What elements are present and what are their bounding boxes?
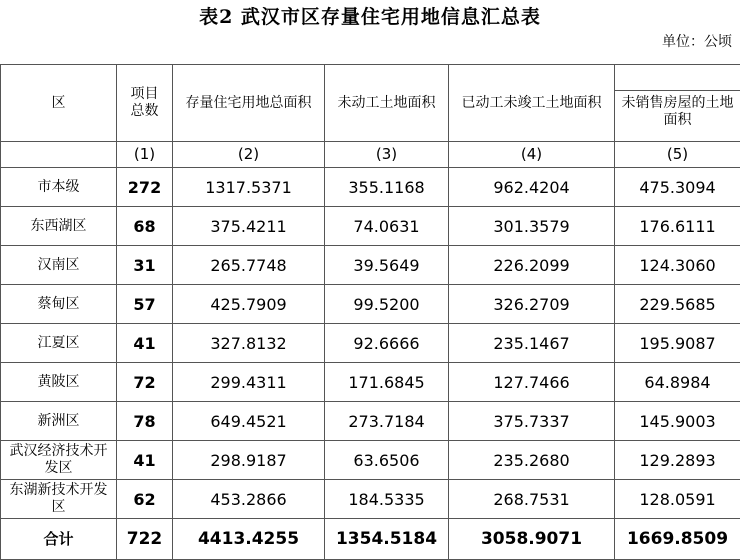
started-area-cell: 226.2099 (449, 246, 615, 285)
district-cell: 市本级 (1, 168, 117, 207)
land-info-table (0, 64, 740, 560)
started-area-cell: 235.2680 (449, 441, 615, 480)
district-cell: 汉南区 (1, 246, 117, 285)
column-number: (2) (173, 142, 325, 168)
header-district: 区 (1, 65, 117, 142)
column-number: (3) (325, 142, 449, 168)
unstarted-area-cell: 184.5335 (325, 480, 449, 519)
table-row (1, 285, 740, 324)
count-cell: 72 (117, 363, 173, 402)
district-cell: 武汉经济技术开发区 (1, 441, 117, 480)
count-cell: 68 (117, 207, 173, 246)
table-row (1, 363, 740, 402)
table-row (1, 402, 740, 441)
column-number: (5) (615, 142, 740, 168)
district-cell: 黄陂区 (1, 363, 117, 402)
district-cell: 蔡甸区 (1, 285, 117, 324)
total-count-cell: 722 (117, 519, 173, 560)
district-cell: 新洲区 (1, 402, 117, 441)
total-area-cell: 425.7909 (173, 285, 325, 324)
total-area-cell: 375.4211 (173, 207, 325, 246)
unit-label: 单位：公顷 (662, 34, 732, 50)
total-total-area-cell: 4413.4255 (173, 519, 325, 560)
total-started-area-cell: 3058.9071 (449, 519, 615, 560)
unsold-area-cell: 129.2893 (615, 441, 740, 480)
count-cell: 57 (117, 285, 173, 324)
started-area-cell: 235.1467 (449, 324, 615, 363)
header-unsold-housing-area (615, 65, 740, 142)
count-cell: 78 (117, 402, 173, 441)
district-cell: 东西湖区 (1, 207, 117, 246)
unstarted-area-cell: 171.6845 (325, 363, 449, 402)
total-unsold-area-cell: 1669.8509 (615, 519, 740, 560)
started-area-cell: 962.4204 (449, 168, 615, 207)
unsold-area-cell: 64.8984 (615, 363, 740, 402)
column-number: (4) (449, 142, 615, 168)
total-area-cell: 649.4521 (173, 402, 325, 441)
count-cell: 41 (117, 324, 173, 363)
count-cell: 272 (117, 168, 173, 207)
header-unstarted-area: 未动工土地面积 (325, 65, 449, 142)
district-cell: 江夏区 (1, 324, 117, 363)
count-cell: 31 (117, 246, 173, 285)
started-area-cell: 326.2709 (449, 285, 615, 324)
started-area-cell: 301.3579 (449, 207, 615, 246)
total-label-cell: 合计 (1, 519, 117, 560)
column-number-row (1, 142, 740, 168)
district-cell: 东湖新技术开发区 (1, 480, 117, 519)
unsold-area-cell: 229.5685 (615, 285, 740, 324)
total-unstarted-area-cell: 1354.5184 (325, 519, 449, 560)
started-area-cell: 268.7531 (449, 480, 615, 519)
unstarted-area-cell: 92.6666 (325, 324, 449, 363)
total-area-cell: 1317.5371 (173, 168, 325, 207)
header-row (1, 65, 740, 142)
table-row (1, 480, 740, 519)
table-header (1, 65, 740, 168)
table-row (1, 168, 740, 207)
table-body (1, 168, 740, 560)
unstarted-area-cell: 355.1168 (325, 168, 449, 207)
total-area-cell: 298.9187 (173, 441, 325, 480)
total-area-cell: 299.4311 (173, 363, 325, 402)
started-area-cell: 375.7337 (449, 402, 615, 441)
total-area-cell: 453.2866 (173, 480, 325, 519)
header-total-area: 存量住宅用地总面积 (173, 65, 325, 142)
started-area-cell: 127.7466 (449, 363, 615, 402)
unstarted-area-cell: 99.5200 (325, 285, 449, 324)
table-row (1, 246, 740, 285)
table-row (1, 207, 740, 246)
total-area-cell: 327.8132 (173, 324, 325, 363)
unsold-area-cell: 128.0591 (615, 480, 740, 519)
count-cell: 62 (117, 480, 173, 519)
header-split-line (615, 66, 740, 91)
header-started-unfinished-area: 已动工未竣工土地面积 (449, 65, 615, 142)
column-number: (1) (117, 142, 173, 168)
unstarted-area-cell: 74.0631 (325, 207, 449, 246)
total-area-cell: 265.7748 (173, 246, 325, 285)
unstarted-area-cell: 273.7184 (325, 402, 449, 441)
header-unsold-housing-area-text: 未销售房屋的土地面积 (621, 95, 734, 128)
header-project-count-text: 项目总数 (130, 86, 159, 119)
count-cell: 41 (117, 441, 173, 480)
unsold-area-cell: 124.3060 (615, 246, 740, 285)
unsold-area-cell: 475.3094 (615, 168, 740, 207)
table-row (1, 441, 740, 480)
unsold-area-cell: 195.9087 (615, 324, 740, 363)
unsold-area-cell: 176.6111 (615, 207, 740, 246)
unsold-area-cell: 145.9003 (615, 402, 740, 441)
total-row (1, 519, 740, 560)
header-project-count (117, 65, 173, 142)
table-row (1, 324, 740, 363)
table-title: 表2 武汉市区存量住宅用地信息汇总表 (199, 6, 541, 28)
column-number-blank (1, 142, 117, 168)
unstarted-area-cell: 63.6506 (325, 441, 449, 480)
unstarted-area-cell: 39.5649 (325, 246, 449, 285)
